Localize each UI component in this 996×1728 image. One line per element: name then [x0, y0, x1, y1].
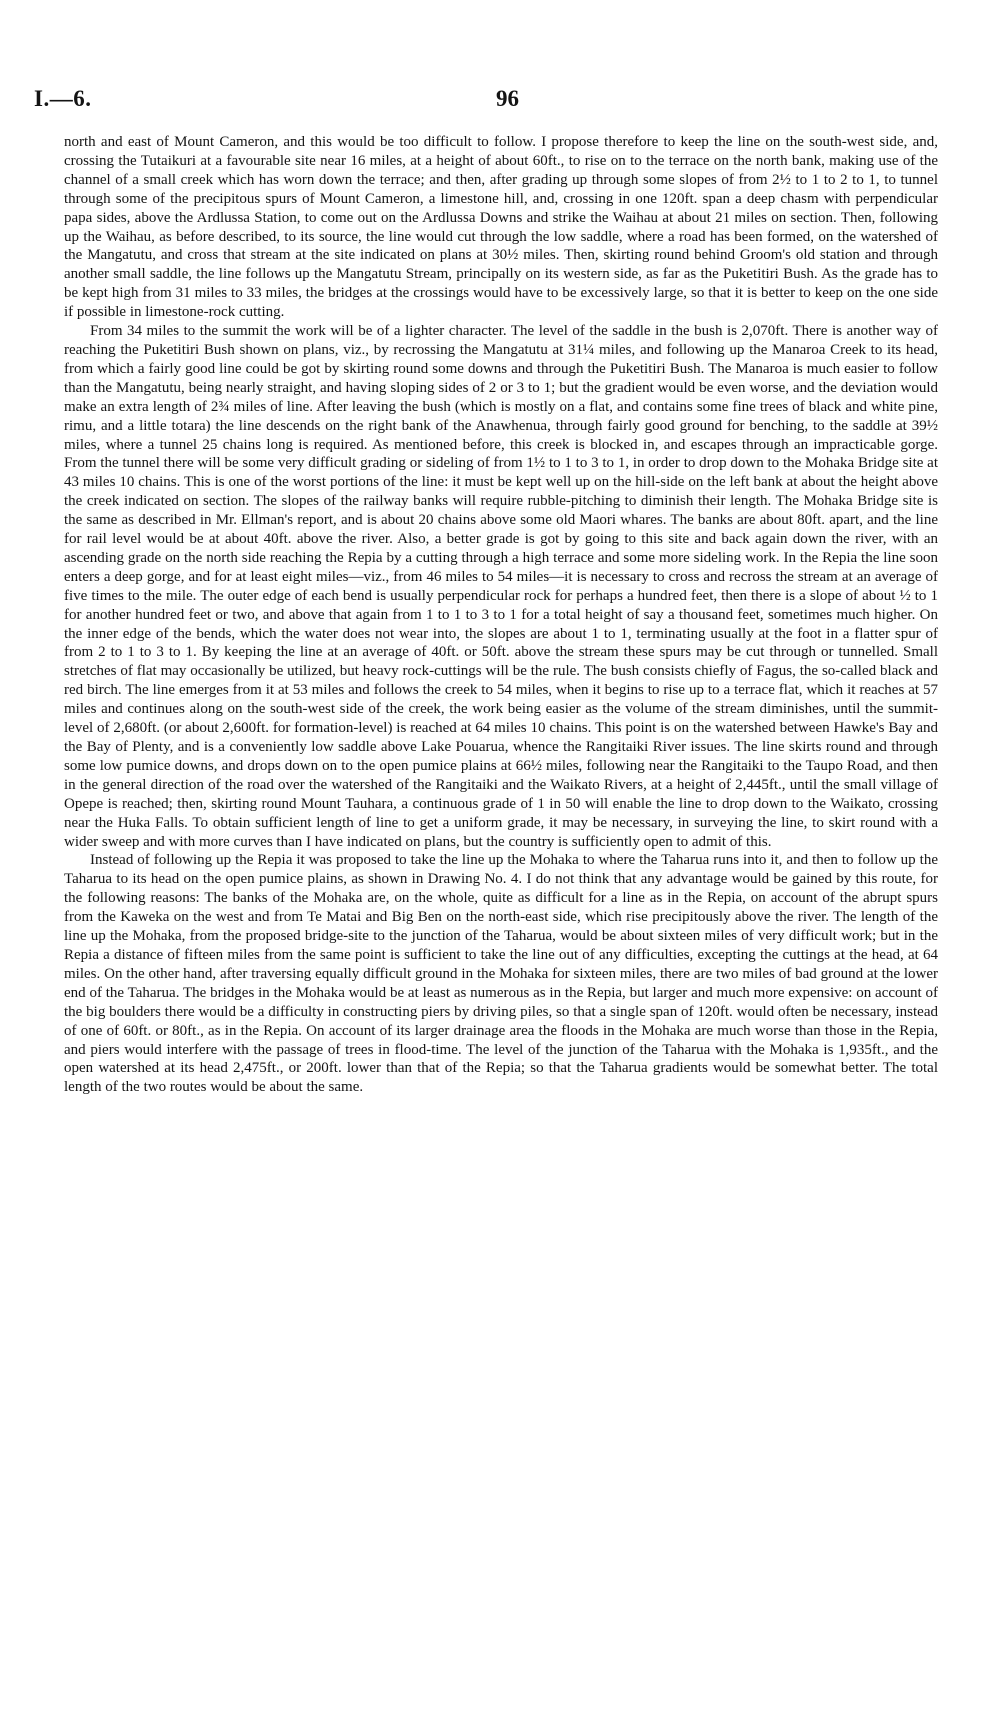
paragraph-continued: north and east of Mount Cameron, and this would be too difficult to follow. I propose therefore to keep the line on the south-west side, and, crossing the Tutaikuri at a favourable site near 16 miles, at a height of about 60ft., to rise on to the terrace on the north bank, making use of the channel of a small creek which has worn down the terrace; and then, after grading up through some slopes of from 2½ to 1 to 2 to 1, to tunnel through some of the precipitous spurs of Mount Cameron, a limestone hill, and, crossing in one 120ft. span a deep chasm with perpendicular papa sides, above the Ardlussa Station, to come out on the Ardlussa Downs and strike the Waihau at about 21 miles on section. Then, following up the Waihau, as before described, to its source, the line would cut through the low saddle, where a road has been formed, on the watershed of the Mangatutu, and cross that stream at the site indicated on plans at 30½ miles. Then, skirting round behind Groom's old station and through another small saddle, the line follows up the Mangatutu Stream, principally on its western side, as far as the Puketitiri Bush. As the grade has to be kept high from 31 miles to 33 miles, the bridges at the crossings would have to be excessively large, so that it is better to keep on the one side if possible in limestone-rock cutting.	[64, 134, 938, 321]
page-number: 96	[496, 86, 519, 111]
page-header	[34, 86, 962, 122]
paper-series-number: I.—6.	[34, 86, 92, 111]
paragraph-summit-route: From 34 miles to the summit the work will be of a lighter character. The level of the saddle in the bush is 2,070ft. There is another way of reaching the Puketitiri Bush shown on plans, viz., by recrossing the Mangatutu at 31¼ miles, and following up the Manaroa Creek to its head, from which a fairly good line could be got by skirting round some downs and through the Puketitiri Bush. The Manaroa is much easier to follow than the Mangatutu, being nearly straight, and having sloping sides of 2 or 3 to 1; but the gradient would be even worse, and the deviation would make an extra length of 2¾ miles of line. After leaving the bush (which is mostly on a flat, and contains some fine trees of black and white pine, rimu, and a little totara) the line descends on the right bank of the Anawhenua, through fairly good ground for benching, to the saddle at 39½ miles, where a tunnel 25 chains long is required. As mentioned before, this creek is blocked in, and escapes through an impracticable gorge. From the tunnel there will be some very difficult grading or sideling of from 1½ to 1 to 3 to 1, in order to drop down to the Mohaka Bridge site at 43 miles 10 chains. This is one of the worst portions of the line: it must be kept well up on the hill-side on the left bank at about the height above the creek indicated on section. The slopes of the railway banks will require rubble-pitching to diminish their length. The Mohaka Bridge site is the same as described in Mr. Ellman's report, and is about 20 chains above some old Maori whares. The banks are about 80ft. apart, and the line for rail level would be at about 40ft. above the river. Also, a better grade is got by going to this site and back again down the river, with an ascending grade on the north side reaching the Repia by a cutting through a high terrace and some more sideling work. In the Repia the line soon enters a deep gorge, and for at least eight miles—viz., from 46 miles to 54 miles—it is necessary to cross and recross the stream at an average of five times to the mile. The outer edge of each bend is usually perpendicular rock for perhaps a hundred feet, then there is a slope of about ½ to 1 for another hundred feet or two, and above that again from 1 to 1 to 3 to 1 for a total height of say a thousand feet, sometimes much higher. On the inner edge of the bends, which the water does not wear into, the slopes are about 1 to 1, terminating usually at the foot in a flatter spur of from 2 to 1 to 3 to 1. By keeping the line at an average of 40ft. or 50ft. above the stream these spurs may be cut through or tunnelled. Small stretches of flat may occasionally be utilized, but heavy rock-cuttings will be the rule. The bush consists chiefly of Fagus, the so-called black and red birch. The line emerges from it at 53 miles and follows the creek to 54 miles, when it begins to rise up to a terrace flat, which it reaches at 57 miles and continues along on the south-west side of the creek, the work being easier as the volume of the stream diminishes, until the summit-level of 2,680ft. (or about 2,600ft. for formation-level) is reached at 64 miles 10 chains. This point is on the watershed between Hawke's Bay and the Bay of Plenty, and is a conveniently low saddle above Lake Pouarua, whence the Rangitaiki River issues. The line skirts round and through some low pumice downs, and drops down on to the open pumice plains at 66½ miles, following near the Rangitaiki to the Taupo Road, and then in the general direction of the road over the watershed of the Rangitaiki and the Waikato Rivers, at a height of 2,445ft., until the small village of Opepe is reached; then, skirting round Mount Tauhara, a continuous grade of 1 in 50 will enable the line to drop down to the Waikato, crossing near the Huka Falls. To obtain sufficient length of line to get a uniform grade, it may be necessary, in surveying the line, to skirt round with a wider sweep and with more curves than I have indicated on plans, but the country is sufficiently open to admit of this.	[64, 323, 938, 850]
body-text	[64, 133, 938, 1097]
paragraph-mohaka-alternative: Instead of following up the Repia it was proposed to take the line up the Mohaka to where the Taharua runs into it, and then to follow up the Taharua to its head on the open pumice plains, as shown in Drawing No. 4. I do not think that any advantage would be gained by this route, for the following reasons: The banks of the Mohaka are, on the whole, quite as difficult for a line as in the Repia, on account of the abrupt spurs from the Kaweka on the west and from Te Matai and Big Ben on the north-east side, which rise precipitously above the river. The length of the line up the Mohaka, from the proposed bridge-site to the junction of the Taharua, would be about sixteen miles of very difficult work; but in the Repia a distance of fifteen miles from the same point is sufficient to take the line out of any difficulties, excepting the cuttings at the head, at 64 miles. On the other hand, after traversing equally difficult ground in the Mohaka for sixteen miles, there are two miles of bad ground at the lower end of the Taharua. The bridges in the Mohaka would be at least as numerous as in the Repia, but larger and much more expensive: on account of the big boulders there would be a difficulty in constructing piers by driving piles, so that a single span of 120ft. would often be necessary, instead of one of 60ft. or 80ft., as in the Repia. On account of its larger drainage area the floods in the Mohaka are much worse than those in the Repia, and piers would interfere with the passage of trees in flood-time. The level of the junction of the Taharua with the Mohaka is 1,935ft., and the open watershed at its head 2,475ft., or 200ft. lower than that of the Repia; so that the Taharua gradients would be somewhat better. The total length of the two routes would be about the same.	[64, 852, 938, 1096]
